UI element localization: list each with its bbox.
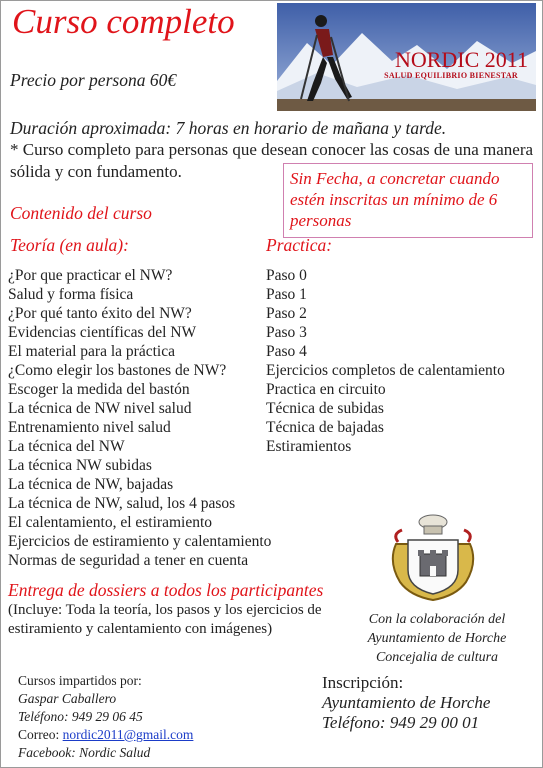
description-text: * Curso completo para personas que desean conocer las cosas de una manera sólida y con fundamento. — [10, 140, 534, 181]
collaboration-line: Con la colaboración del — [368, 612, 506, 627]
list-item: Practica en circuito — [266, 381, 386, 398]
list-item: Paso 0 — [266, 267, 307, 284]
content-heading: Contenido del curso — [10, 203, 152, 223]
list-item: ¿Como elegir los bastones de NW? — [8, 362, 227, 379]
coat-of-arms-icon — [388, 512, 478, 602]
list-item: Ejercicios completos de calentamiento — [266, 362, 505, 379]
list-item: Paso 2 — [266, 305, 307, 322]
list-item: Estiramientos — [266, 438, 352, 455]
instructor-block — [18, 672, 193, 762]
list-item: Evidencias científicas del NW — [8, 324, 197, 341]
date-note-text: Sin Fecha, a concretar cuando estén inscritas un mínimo de 6 personas — [290, 169, 500, 230]
dossier-text: (Incluye: Toda la teoría, los pasos y los ejercicios de estiramiento y calentamiento con imágenes) — [8, 602, 322, 637]
email-label: Correo: — [18, 727, 63, 742]
theory-heading: Teoría (en aula): — [10, 235, 129, 255]
list-item: Entrenamiento nivel salud — [8, 419, 171, 436]
duration-text: Duración aproximada: 7 horas en horario de mañana y tarde. — [10, 118, 447, 138]
nordic-banner-image — [277, 3, 536, 111]
practice-heading: Practica: — [266, 235, 333, 255]
collaboration-line: Concejalia de cultura — [375, 650, 499, 665]
banner-subtitle: SALUD EQUILIBRIO BIENESTAR — [384, 71, 518, 80]
list-item: ¿Por que practicar el NW? — [8, 267, 173, 284]
collaboration-line: Ayuntamiento de Horche — [367, 631, 507, 646]
list-item: Técnica de bajadas — [266, 419, 384, 436]
list-item: Normas de seguridad a tener en cuenta — [8, 552, 249, 569]
email-link[interactable]: nordic2011@gmail.com — [62, 727, 194, 742]
list-item: La técnica de NW, salud, los 4 pasos — [8, 495, 236, 512]
list-item: La técnica de NW nivel salud — [8, 400, 192, 417]
list-item: La técnica NW subidas — [8, 457, 152, 474]
dossier-heading: Entrega de dossiers a todos los participantes — [8, 580, 324, 600]
list-item: El calentamiento, el estiramiento — [8, 514, 213, 531]
instructor-phone: Teléfono: 949 29 06 45 — [18, 709, 143, 724]
theory-list — [8, 266, 271, 570]
list-item: Paso 4 — [266, 343, 307, 360]
price-text: Precio por persona 60€ — [10, 70, 177, 90]
inscription-block — [322, 673, 490, 733]
instructor-email-row — [18, 726, 193, 744]
instructor-heading: Cursos impartidos por: — [18, 673, 142, 688]
inscription-heading: Inscripción: — [322, 673, 404, 692]
instructor-name: Gaspar Caballero — [18, 691, 117, 706]
list-item: Salud y forma física — [8, 286, 134, 303]
list-item: Paso 3 — [266, 324, 307, 341]
instructor-facebook: Facebook: Nordic Salud — [18, 745, 151, 760]
practice-list — [266, 266, 505, 456]
list-item: ¿Por qué tanto éxito del NW? — [8, 305, 192, 322]
banner-title: NORDIC 2011 — [394, 47, 528, 72]
list-item: La técnica de NW, bajadas — [8, 476, 174, 493]
list-item: El material para la práctica — [8, 343, 175, 360]
date-note-box — [283, 163, 533, 238]
inscription-phone: Teléfono: 949 29 00 01 — [322, 713, 480, 732]
list-item: Escoger la medida del bastón — [8, 381, 190, 398]
page-title: Curso completo — [12, 2, 235, 41]
collaboration-block — [342, 610, 532, 667]
list-item: Técnica de subidas — [266, 400, 384, 417]
inscription-place: Ayuntamiento de Horche — [322, 693, 491, 712]
list-item: Ejercicios de estiramiento y calentamiento — [8, 533, 272, 550]
list-item: La técnica del NW — [8, 438, 125, 455]
list-item: Paso 1 — [266, 286, 307, 303]
